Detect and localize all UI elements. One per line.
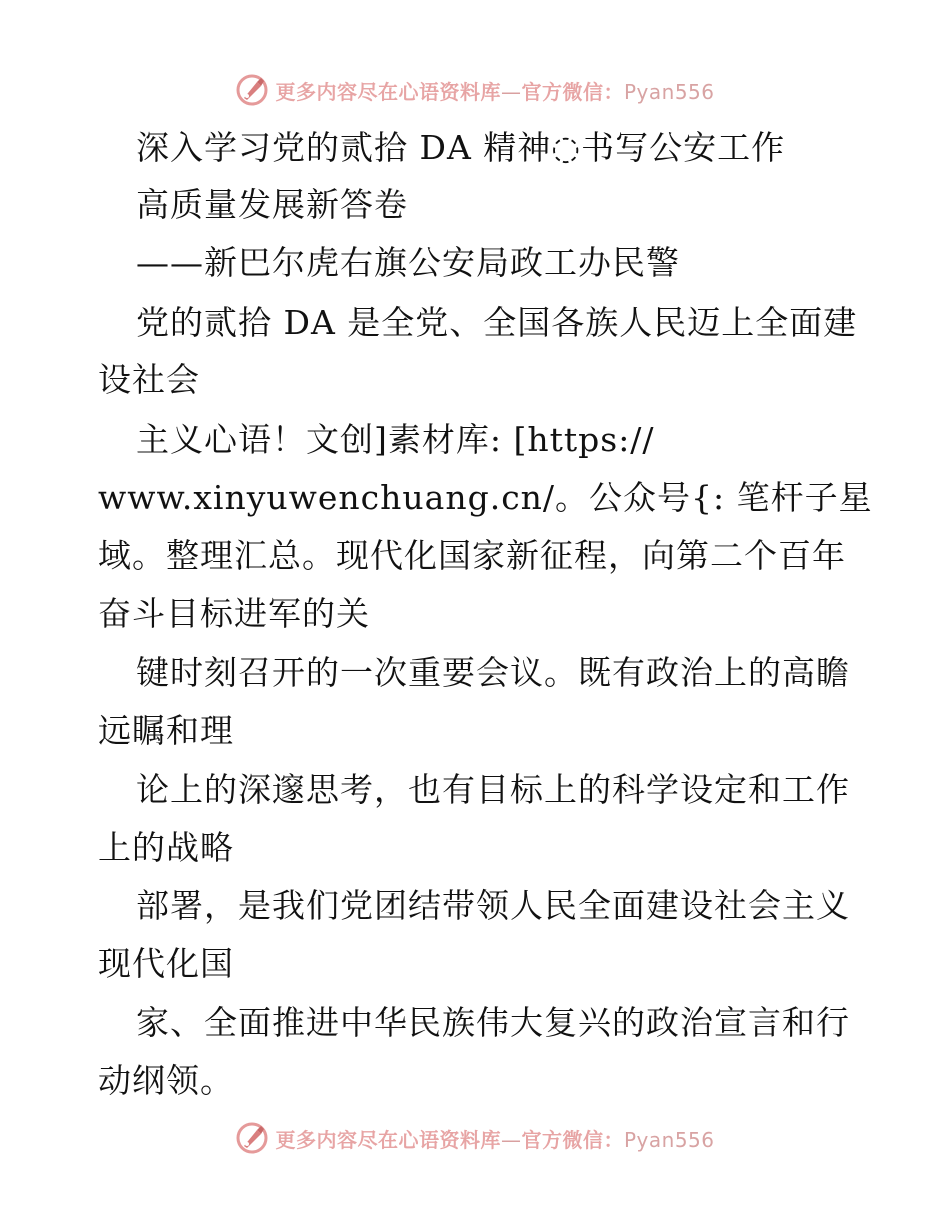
doc-author-line: ——新巴尔虎右旗公安局政工办民警 xyxy=(136,243,680,282)
paragraph-line: 家、全面推进中华民族伟大复兴的政治宣言和行 xyxy=(136,1003,850,1042)
paragraph-line: 动纲领。 xyxy=(98,1061,234,1100)
watermark-text: 更多内容尽在心语资料库—官方微信：Pyan556 xyxy=(275,1127,715,1152)
header-watermark xyxy=(0,70,950,110)
paragraph-line: 域。整理汇总。现代化国家新征程，向第二个百年 xyxy=(98,536,846,575)
doc-title-line-2: 高质量发展新答卷 xyxy=(136,185,408,224)
pen-nib-logo-icon xyxy=(235,73,269,107)
paragraph-line: 键时刻召开的一次重要会议。既有政治上的高瞻 xyxy=(136,653,850,692)
paragraph-line: 现代化国 xyxy=(98,944,234,983)
paragraph-line: 论上的深邃思考，也有目标上的科学设定和工作 xyxy=(136,770,850,809)
pen-nib-logo-icon xyxy=(235,1121,269,1155)
paragraph-line: 主义心语！文创]素材库: [https:// xyxy=(136,420,655,459)
paragraph-line: 部署，是我们党团结带领人民全面建设社会主义 xyxy=(136,886,850,925)
paragraph-line: 设社会 xyxy=(98,360,200,399)
watermark-text: 更多内容尽在心语资料库—官方微信：Pyan556 xyxy=(275,79,715,104)
paragraph-line: www.xinyuwenchuang.cn/。公众号{: 笔杆子星 xyxy=(98,478,873,517)
paragraph-line: 党的贰拾 DA 是全党、全国各族人民迈上全面建 xyxy=(136,303,858,342)
paragraph-line: 奋斗目标进军的关 xyxy=(98,594,370,633)
footer-watermark xyxy=(0,1118,950,1158)
paragraph-line: 上的战略 xyxy=(98,828,234,867)
paragraph-line: 远瞩和理 xyxy=(98,711,234,750)
doc-title-line-1: 深入学习党的贰拾 DA 精神◌书写公安工作 xyxy=(136,128,786,167)
